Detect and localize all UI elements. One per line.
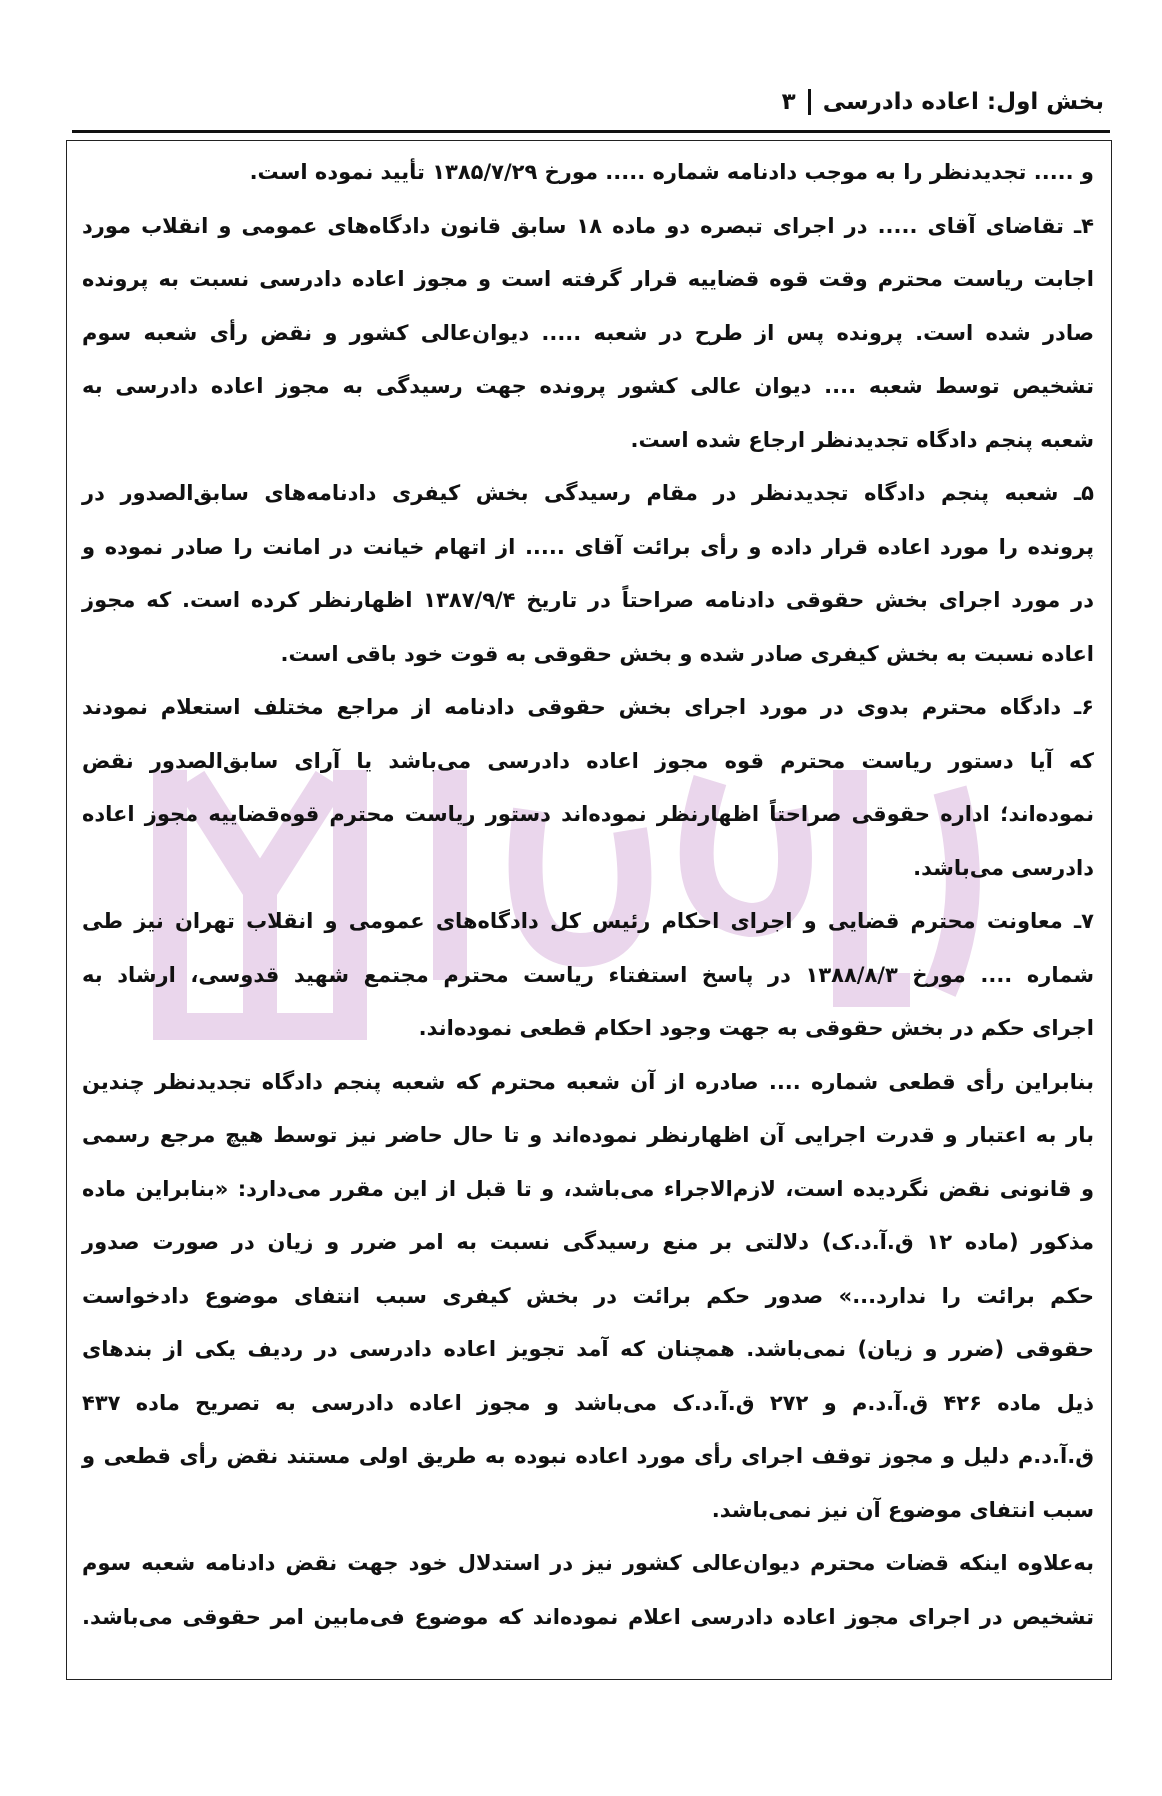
text-line: شعبه پنجم دادگاه تجدیدنظر ارجاع شده است. bbox=[630, 427, 1094, 452]
running-header bbox=[70, 84, 1104, 120]
text-line: ۴ـ تقاضای آقای ..... در اجرای تبصره دو ماده ۱۸ سابق قانون دادگاه‌های عمومی و انقلاب مورد bbox=[82, 213, 1094, 238]
text-line: مذکور (ماده ۱۲ ق.آ.د.ک) دلالتی بر منع رسیدگی نسبت به امر ضرر و زیان در صورت صدور bbox=[82, 1230, 1094, 1254]
text-line: نموده‌اند؛ اداره حقوقی صراحتاً اظهارنظر نموده‌اند دستور ریاست محترم قوه‌قضاییه مجوز اعاده bbox=[82, 802, 1094, 826]
document-body bbox=[82, 150, 1094, 1648]
text-line: بنابراین رأی قطعی شماره .... صادره از آن شعبه محترم که شعبه پنجم دادگاه تجدیدنظر چندین bbox=[82, 1069, 1094, 1094]
section-title: بخش اول: اعاده دادرسی bbox=[822, 89, 1104, 115]
text-line: تشخیص توسط شعبه .... دیوان عالی کشور پرونده جهت رسیدگی به مجوز اعاده دادرسی به bbox=[82, 374, 1094, 398]
text-line: صادر شده است. پرونده پس از طرح در شعبه ..... دیوان‌عالی کشور و نقض رأی شعبه سوم bbox=[82, 320, 1094, 345]
text-line: ۵ـ شعبه پنجم دادگاه تجدیدنظر در مقام رسیدگی بخش کیفری دادنامه‌های سابق‌الصدور در bbox=[82, 481, 1094, 505]
text-line: که آیا دستور ریاست محترم قوه مجوز اعاده دادرسی می‌باشد یا آرای سابق‌الصدور نقض bbox=[82, 748, 1094, 773]
text-line: سبب انتفای موضوع آن نیز نمی‌باشد. bbox=[711, 1497, 1094, 1522]
text-line: اجرای حکم در بخش حقوقی به جهت وجود احکام قطعی نموده‌اند. bbox=[418, 1016, 1094, 1040]
text-line: بار به اعتبار و قدرت اجرایی آن اظهارنظر نموده‌اند و تا حال حاضر نیز توسط هیچ مرجع رسمی bbox=[82, 1123, 1094, 1147]
text-line: ۷ـ معاونت محترم قضایی و اجرای احکام رئیس کل دادگاه‌های عمومی و انقلاب تهران نیز طی bbox=[82, 909, 1094, 933]
page-number: ۳ bbox=[781, 89, 796, 115]
text-line: ذیل ماده ۴۲۶ ق.آ.د.م و ۲۷۲ ق.آ.د.ک می‌باشد و مجوز اعاده دادرسی به تصریح ماده ۴۳۷ bbox=[82, 1390, 1095, 1415]
text-line: اعاده نسبت به بخش کیفری صادر شده و بخش حقوقی به قوت خود باقی است. bbox=[280, 641, 1094, 666]
text-line: تشخیص در اجرای مجوز اعاده دادرسی اعلام نموده‌اند که موضوع فی‌مابین امر حقوقی می‌باشد. bbox=[82, 1604, 1094, 1629]
text-line: دادرسی می‌باشد. bbox=[913, 855, 1094, 880]
text-line: ق.آ.د.م دلیل و مجوز توقف اجرای رأی مورد اعاده نبوده به طریق اولی مستند نقض رأی قطعی و bbox=[82, 1444, 1094, 1468]
text-line: در مورد اجرای بخش حقوقی دادنامه صراحتاً در تاریخ ۱۳۸۷/۹/۴ اظهارنظر کرده است. که مجوز bbox=[82, 588, 1095, 612]
text-line: حقوقی (ضرر و زیان) نمی‌باشد. همچنان که آمد تجویز اعاده دادرسی در ردیف یکی از بندهای bbox=[82, 1337, 1094, 1361]
text-line: ۶ـ دادگاه محترم بدوی در مورد اجرای بخش حقوقی دادنامه از مراجع مختلف استعلام نمودند bbox=[82, 695, 1094, 719]
text-line: و قانونی نقض نگردیده است، لازم‌الاجراء می‌باشد، و تا قبل از این مقرر می‌دارد: «بنابراین ماده bbox=[82, 1176, 1094, 1201]
text-line: و ..... تجدیدنظر را به موجب دادنامه شماره ..... مورخ ۱۳۸۵/۷/۲۹ تأیید نموده است. bbox=[249, 160, 1094, 184]
text-line: حکم برائت را ندارد...» صدور حکم برائت در بخش کیفری سبب انتفای موضوع دادخواست bbox=[82, 1283, 1094, 1308]
text-line: پرونده را مورد اعاده قرار داده و رأی برائت آقای ..... از اتهام خیانت در امانت را صادر نموده و bbox=[82, 534, 1094, 559]
text-line: شماره .... مورخ ۱۳۸۸/۸/۳ در پاسخ استفتاء ریاست محترم مجتمع شهید قدوسی، ارشاد به bbox=[82, 962, 1094, 987]
header-rule bbox=[72, 130, 1110, 133]
text-line: اجابت ریاست محترم وقت قوه قضاییه قرار گرفته است و مجوز اعاده دادرسی نسبت به پرونده bbox=[82, 267, 1094, 291]
header-separator bbox=[808, 89, 811, 115]
text-line: به‌علاوه اینکه قضات محترم دیوان‌عالی کشور نیز در استدلال خود جهت نقض دادنامه شعبه سوم bbox=[82, 1551, 1094, 1575]
